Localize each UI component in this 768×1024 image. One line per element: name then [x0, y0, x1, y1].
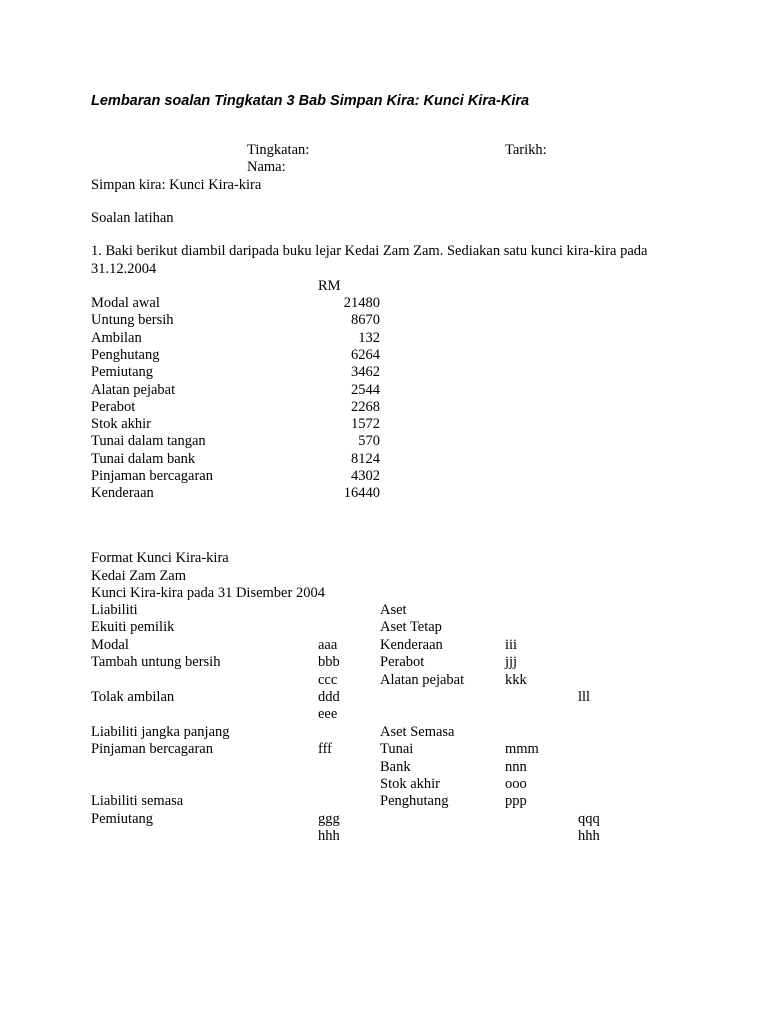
- ledger-item-value: 3462: [351, 364, 380, 381]
- asset-label: Aset: [380, 602, 407, 618]
- ledger-item-value: 21480: [343, 295, 380, 311]
- ledger-item-value: 4302: [351, 468, 380, 484]
- asset-label: Stok akhir: [380, 776, 441, 792]
- ledger-item-label: Ambilan: [91, 329, 142, 346]
- liability-value: fff: [318, 741, 332, 758]
- liability-value: aaa: [318, 636, 338, 653]
- asset-total: qqq: [578, 810, 600, 827]
- page-title: Lembaran soalan Tingkatan 3 Bab Simpan Kira: Kunci Kira-Kira: [91, 93, 530, 109]
- asset-value: jjj: [505, 654, 518, 671]
- liability-value: bbb: [318, 654, 340, 671]
- ledger-item-label: Tunai dalam tangan: [91, 433, 206, 450]
- asset-label: Aset Tetap: [380, 619, 442, 636]
- asset-value: iii: [505, 636, 518, 653]
- liability-value: hhh: [318, 828, 340, 845]
- ledger-item-value: 2268: [351, 398, 380, 415]
- ledger-item-value: 16440: [343, 485, 380, 502]
- ledger-item-label: Penghutang: [91, 346, 160, 363]
- liability-label: Tambah untung bersih: [91, 654, 221, 671]
- format-company: Kedai Zam Zam: [91, 568, 187, 584]
- ledger-item-label: Kenderaan: [91, 485, 154, 502]
- liability-value: ggg: [318, 810, 340, 827]
- section-heading: Soalan latihan: [91, 210, 174, 226]
- liability-label: Liabiliti jangka panjang: [91, 723, 230, 740]
- ledger-item-label: Pemiutang: [91, 364, 154, 381]
- asset-value: nnn: [505, 758, 527, 775]
- asset-label: Penghutang: [380, 793, 449, 810]
- ledger-item-value: 8124: [351, 450, 380, 467]
- ledger-item-value: 2544: [351, 381, 380, 398]
- liability-value: eee: [318, 706, 338, 723]
- asset-label: Alatan pejabat: [380, 671, 465, 688]
- liability-label: Modal: [91, 636, 129, 653]
- currency-header: RM: [318, 278, 341, 294]
- ledger-item-label: Modal awal: [91, 295, 160, 311]
- liability-label: Ekuiti pemilik: [91, 619, 175, 636]
- question-line-1: 1. Baki berikut diambil daripada buku lejar Kedai Zam Zam. Sediakan satu kunci kira-kira pada: [91, 243, 648, 259]
- format-heading: Format Kunci Kira-kira: [91, 550, 229, 566]
- asset-total: lll: [578, 689, 591, 705]
- ledger-item-label: Stok akhir: [91, 416, 152, 433]
- asset-label: Tunai: [380, 741, 414, 758]
- asset-value: kkk: [505, 671, 527, 688]
- ledger-item-value: 1572: [351, 416, 380, 433]
- ledger-item-value: 6264: [351, 346, 380, 363]
- ledger-item-value: 570: [358, 433, 380, 450]
- asset-value: mmm: [505, 741, 539, 758]
- ledger-item-label: Tunai dalam bank: [91, 450, 196, 467]
- ledger-item-label: Untung bersih: [91, 312, 174, 329]
- tingkatan-label: Tingkatan:: [247, 142, 310, 158]
- asset-value: ppp: [505, 793, 527, 810]
- liability-value: ddd: [318, 689, 340, 705]
- nama-label: Nama:: [247, 159, 286, 175]
- ledger-item-label: Alatan pejabat: [91, 381, 176, 398]
- asset-label: Bank: [380, 758, 411, 775]
- liability-label: Pemiutang: [91, 810, 154, 827]
- statement-title: Kunci Kira-kira pada 31 Disember 2004: [91, 585, 325, 601]
- tarikh-label: Tarikh:: [505, 142, 547, 158]
- asset-value: ooo: [505, 776, 527, 792]
- liability-value: ccc: [318, 671, 338, 688]
- liability-label: Pinjaman bercagaran: [91, 741, 213, 758]
- asset-total: hhh: [578, 828, 600, 845]
- subject-line: Simpan kira: Kunci Kira-kira: [91, 177, 262, 193]
- liability-label: Liabiliti: [91, 602, 138, 618]
- question-line-2: 31.12.2004: [91, 261, 157, 277]
- asset-label: Perabot: [380, 654, 425, 671]
- ledger-item-value: 132: [358, 329, 380, 346]
- ledger-item-value: 8670: [351, 312, 380, 329]
- asset-label: Aset Semasa: [380, 723, 455, 740]
- ledger-item-label: Pinjaman bercagaran: [91, 468, 213, 484]
- liability-label: Tolak ambilan: [91, 689, 175, 705]
- ledger-item-label: Perabot: [91, 398, 136, 415]
- liability-label: Liabiliti semasa: [91, 793, 184, 810]
- asset-label: Kenderaan: [380, 636, 443, 653]
